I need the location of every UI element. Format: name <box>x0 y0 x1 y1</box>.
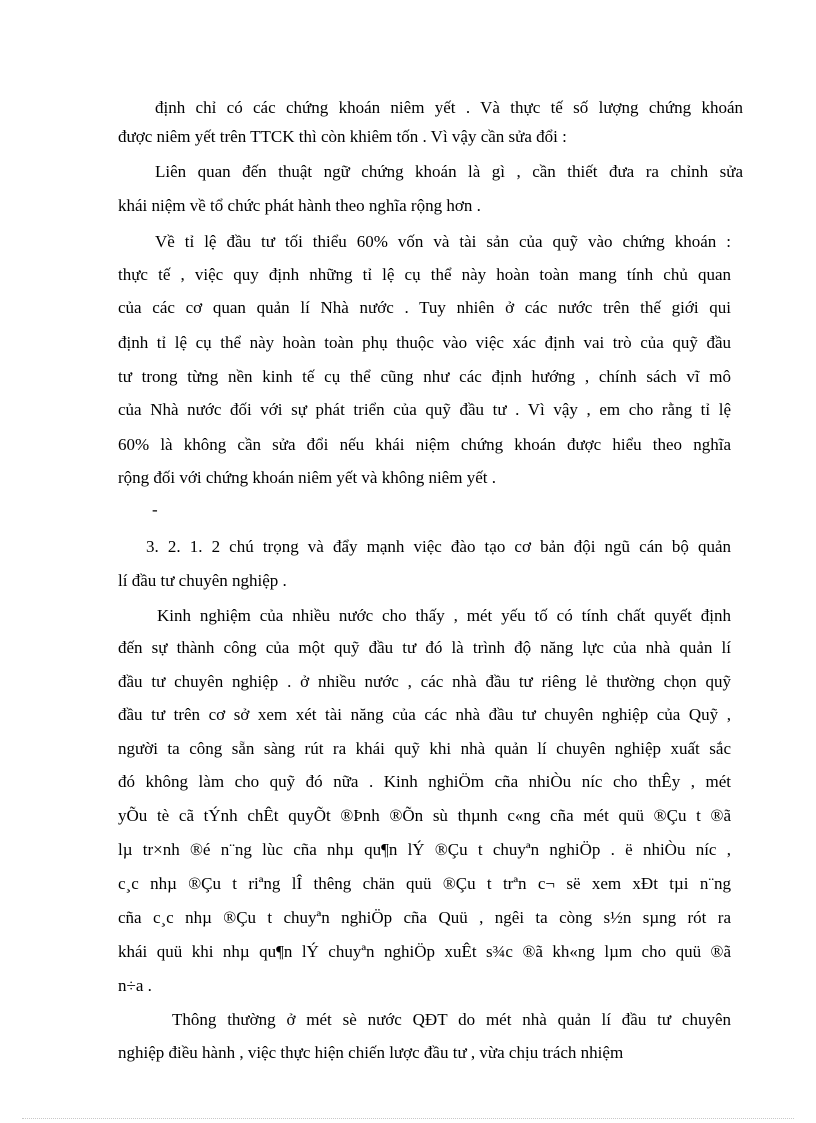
section-heading-line: lí đầu tư chuyên nghiệp . <box>118 571 287 590</box>
text-line: khái niệm về tổ chức phát hành theo nghĩa rộng hơn . <box>118 196 481 215</box>
text-line: đầu tư chuyên nghiệp . ở nhiều nước , các nhà đầu tư riêng lẻ thường chọn quỹ <box>118 672 731 691</box>
text-line: thực tế , việc quy định những tỉ lệ cụ thể này hoàn toàn mang tính chủ quan <box>118 265 731 284</box>
text-line: đến sự thành công của một quỹ đầu tư đó là trình độ năng lực của nhà quản lí <box>118 638 731 657</box>
text-line: định chỉ có các chứng khoán niêm yết . Và thực tế số lượng chứng khoán <box>155 98 743 117</box>
text-line: rộng đối với chứng khoán niêm yết và không niêm yết . <box>118 468 496 487</box>
text-line: được niêm yết trên TTCK thì còn khiêm tốn . Vì vậy cần sửa đổi : <box>118 127 567 146</box>
section-heading-line: 3. 2. 1. 2 chú trọng và đẩy mạnh việc đào tạo cơ bản đội ngũ cán bộ quản <box>146 537 731 556</box>
bullet-dash: - <box>152 500 158 519</box>
text-line: Thông thường ở mét sè nước QĐT do mét nhà quản lí đầu tư chuyên <box>172 1010 731 1029</box>
text-line: người ta công sẵn sàng rút ra khái quỹ khi nhà quản lí chuyên nghiệp xuất sắc <box>118 739 731 758</box>
text-line: định tỉ lệ cụ thể này hoàn toàn phụ thuộc vào việc xác định vai trò của quỹ đầu <box>118 333 731 352</box>
text-line: nghiệp điều hành , việc thực hiện chiến lược đầu tư , vừa chịu trách nhiệm <box>118 1043 624 1062</box>
page-bottom-border <box>22 1118 794 1119</box>
text-line: c¸c nhµ ®Çu t riªng lÎ thêng chän quü ®Çu t trªn c¬ së xem xÐt tµi n¨ng <box>118 874 731 893</box>
text-line: n÷a . <box>118 976 152 995</box>
text-line: 60% là không cần sửa đổi nếu khái niệm chứng khoán được hiểu theo nghĩa <box>118 435 731 454</box>
text-line: Liên quan đến thuật ngữ chứng khoán là gì , cần thiết đưa ra chỉnh sửa <box>155 162 743 181</box>
text-line: tư trong từng nền kinh tế cụ thể cũng như các định hướng , chính sách vĩ mô <box>118 367 731 386</box>
text-line: Về tỉ lệ đầu tư tối thiểu 60% vốn và tài sản của quỹ vào chứng khoán : <box>155 232 731 251</box>
text-line: Kinh nghiệm của nhiều nước cho thấy , mét yếu tố có tính chất quyết định <box>157 606 731 625</box>
text-line: lµ tr×nh ®é n¨ng lùc cña nhµ qu¶n lÝ ®Çu t chuyªn nghiÖp . ë nhiÒu níc , <box>118 840 731 859</box>
text-line: đầu tư trên cơ sở xem xét tài năng của các nhà đầu tư chuyên nghiệp của Quỹ , <box>118 705 731 724</box>
text-line: của các cơ quan quản lí Nhà nước . Tuy nhiên ở các nước trên thế giới qui <box>118 298 731 317</box>
text-line: yÕu tè cã tÝnh chÊt quyÕt ®Þnh ®Õn sù thµnh c«ng cña mét quü ®Çu t ®ã <box>118 806 731 825</box>
text-line: đó không làm cho quỹ đó nữa . Kinh nghiÖm cña nhiÒu níc cho thÊy , mét <box>118 772 731 791</box>
text-line: cña c¸c nhµ ®Çu t chuyªn nghiÖp cña Quü , ngêi ta còng s½n sµng rót ra <box>118 908 731 927</box>
text-line: của Nhà nước đối với sự phát triển của quỹ đầu tư . Vì vậy , em cho rằng tỉ lệ <box>118 400 731 419</box>
text-line: khái quü khi nhµ qu¶n lÝ chuyªn nghiÖp xuÊt s¾c ®ã kh«ng lµm cho quü ®ã <box>118 942 731 961</box>
